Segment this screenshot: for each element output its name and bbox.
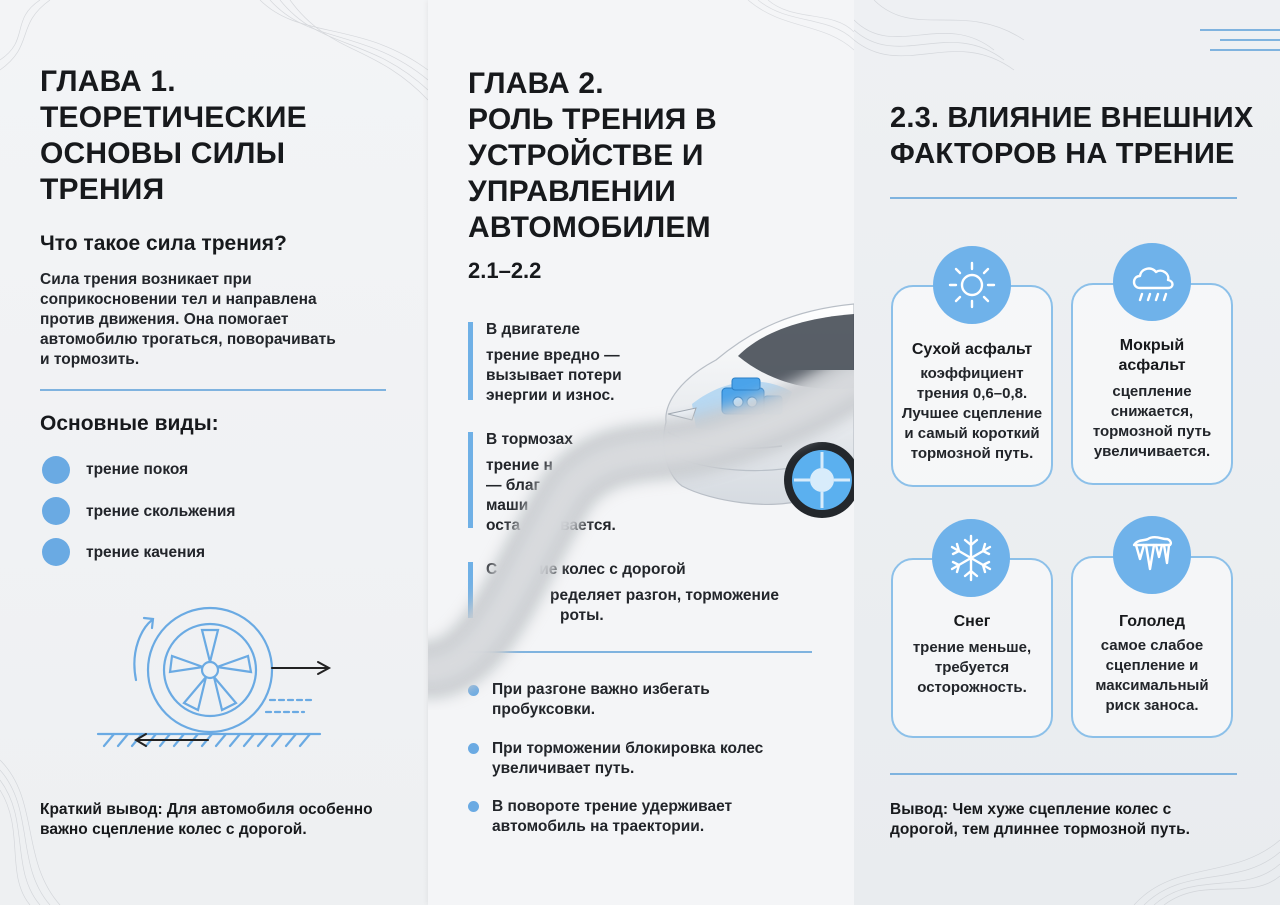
chapter-1-title [40, 64, 307, 208]
bullet-dot [468, 801, 479, 812]
types-heading: Основные виды: [40, 412, 219, 435]
intro-paragraph [40, 270, 336, 370]
bullet-dot [42, 538, 70, 566]
text-line: оста [486, 517, 521, 534]
type-static: трение покоя [86, 461, 189, 478]
card-title [1067, 612, 1237, 632]
text-line: снижается, [1110, 403, 1194, 420]
sun-icon [933, 246, 1011, 324]
text-line: В повороте трение удерживает [492, 798, 733, 815]
text-line: трение меньше, [912, 639, 1032, 656]
text-line: Мокрый [1119, 337, 1185, 354]
bullet-braking [492, 739, 763, 779]
text-line: тормозной путь. [910, 445, 1034, 462]
conclusion-text: Для автомобиля особенно [162, 801, 373, 818]
text-line: самое слабое [1100, 637, 1204, 654]
type-rolling: трение качения [86, 544, 206, 561]
conclusion-label: Вывод: [890, 801, 949, 818]
accent-bar [468, 322, 473, 400]
engine-block [486, 320, 622, 406]
title-line: УСТРОЙСТВЕ И [468, 139, 704, 172]
text-line: увеличивается. [1093, 443, 1211, 460]
text-line: максимальный [1095, 677, 1209, 694]
divider [40, 389, 386, 391]
card-title [887, 340, 1057, 360]
text-line: пробуксовки. [492, 701, 596, 718]
divider [890, 197, 1237, 199]
text-line: Гололед [1119, 613, 1185, 630]
rain-cloud-icon [1113, 243, 1191, 321]
brakes-block [486, 430, 616, 536]
text-line: риск заноса. [1105, 697, 1199, 714]
text-line: и самый короткий [904, 425, 1040, 442]
text-line: требуется [934, 659, 1010, 676]
section-2-3-title [890, 100, 1253, 172]
text-line: трение н [486, 457, 553, 474]
text-line: сцепление [1112, 383, 1192, 400]
section-2-3-conclusion [890, 800, 1190, 840]
panel-external-factors [854, 0, 1280, 905]
text-line: Сила трения возникает при [40, 271, 252, 288]
text-line: вызывает потери [486, 367, 622, 384]
title-line: ОСНОВЫ СИЛЫ [40, 137, 286, 170]
blur-smear-overlay [428, 370, 854, 710]
panel-chapter-2 [428, 0, 854, 905]
text-line: В тормозах [486, 431, 573, 448]
chapter-2-title [468, 66, 717, 246]
ice-icon [1113, 516, 1191, 594]
accent-bar [468, 562, 473, 618]
conclusion-text: дорогой, тем длиннее тормозной путь. [890, 821, 1190, 838]
accent-bar [468, 432, 473, 528]
bullet-acceleration [492, 680, 710, 720]
text-line: соприкосновении тел и направлена [40, 291, 317, 308]
panel-chapter-1 [0, 0, 428, 905]
text-line: энергии и износ. [486, 387, 615, 404]
bullet-cornering [492, 797, 732, 837]
text-line: При разгоне важно избегать [492, 681, 710, 698]
text-line: При торможении блокировка колес [492, 740, 764, 757]
title-line: ГЛАВА 1. [40, 65, 176, 98]
card-title [1067, 336, 1237, 376]
title-line: ГЛАВА 2. [468, 67, 604, 100]
conclusion-label: Краткий вывод: [40, 801, 163, 818]
text-line: тормозной путь [1092, 423, 1212, 440]
conclusion-text: Чем хуже сцепление колес с [948, 801, 1172, 818]
title-line: УПРАВЛЕНИИ [468, 175, 677, 208]
text-line: Снег [953, 613, 991, 630]
bullet-dot [468, 685, 479, 696]
text-line: увеличивает путь. [492, 760, 635, 777]
chapter-1-conclusion [40, 800, 373, 840]
text-line: сцепление и [1105, 657, 1199, 674]
text-line: В двигателе [486, 321, 580, 338]
text-line: Сухой асфальт [911, 341, 1033, 358]
text-line: С [486, 561, 498, 578]
text-line: автомобилю трогаться, поворачивать [40, 331, 336, 348]
title-line: АВТОМОБИЛЕМ [468, 211, 711, 244]
tire-road-block [486, 560, 779, 626]
card-body [1067, 382, 1237, 462]
card-title [887, 612, 1057, 632]
card-body [887, 638, 1057, 698]
bullet-dot [468, 743, 479, 754]
title-line: ФАКТОРОВ НА ТРЕНИЕ [890, 138, 1235, 170]
text-line: трения 0,6–0,8. [916, 385, 1028, 402]
text-line: осторожность. [917, 679, 1027, 696]
bullet-dot [42, 497, 70, 525]
title-line: РОЛЬ ТРЕНИЯ В [468, 103, 717, 136]
divider [890, 773, 1237, 775]
question-heading: Что такое сила трения? [40, 232, 287, 255]
text-line: вается. [560, 517, 616, 534]
text-line: против движения. Она помогает [40, 311, 289, 328]
text-line: коэффициент [920, 365, 1024, 382]
divider [468, 651, 812, 653]
bullet-dot [42, 456, 70, 484]
conclusion-text: важно сцепление колес с дорогой. [40, 821, 307, 838]
sections-label: 2.1–2.2 [468, 258, 542, 283]
card-body [887, 364, 1057, 464]
wheel-on-road-icon [90, 600, 340, 760]
text-line: Лучшее сцепление [901, 405, 1043, 422]
title-line: 2.3. ВЛИЯНИЕ ВНЕШНИХ [890, 102, 1254, 134]
text-line: асфальт [1118, 357, 1186, 374]
text-line: автомобиль на траектории. [492, 818, 705, 835]
text-line: ие колес с дорогой [539, 561, 686, 578]
text-line: маши [486, 497, 529, 514]
text-line: и тормозить. [40, 351, 140, 368]
snowflake-icon [932, 519, 1010, 597]
car-illustration [652, 296, 854, 526]
text-line: — благ [486, 477, 540, 494]
type-sliding: трение скольжения [86, 503, 236, 520]
text-line: роты. [560, 607, 604, 624]
text-line: ределяет разгон, торможение [550, 587, 779, 604]
title-line: ТЕОРЕТИЧЕСКИЕ [40, 101, 307, 134]
text-line: трение вредно — [486, 347, 620, 364]
title-line: ТРЕНИЯ [40, 173, 165, 206]
card-body [1067, 636, 1237, 716]
